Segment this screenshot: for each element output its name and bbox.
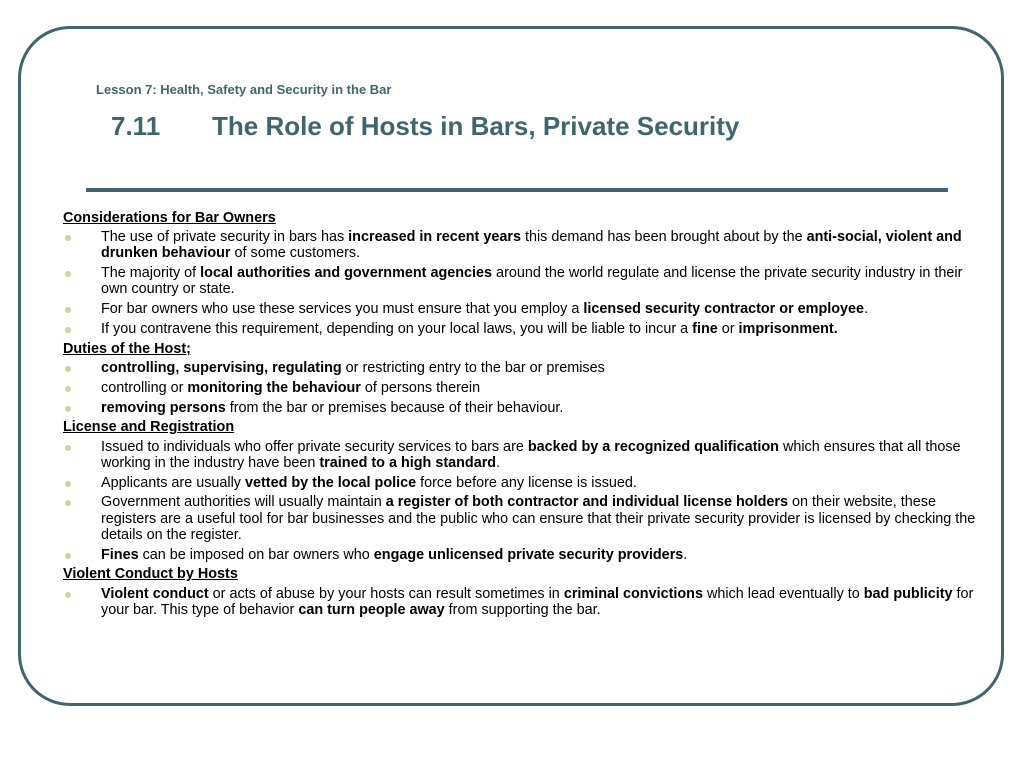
body-text: can be imposed on bar owners who xyxy=(138,546,374,563)
emphasis-text: can turn people away xyxy=(298,601,445,618)
bullet-dot-icon xyxy=(65,307,71,313)
emphasis-text: local authorities and government agencies xyxy=(200,265,493,282)
slide-title-text: The Role of Hosts in Bars, Private Security xyxy=(212,111,740,141)
body-text: . xyxy=(683,546,688,563)
emphasis-text: increased in recent years xyxy=(348,229,521,246)
slide-title xyxy=(111,111,739,142)
bullet-dot-icon xyxy=(65,445,71,451)
body-text: force before any license is issued. xyxy=(416,474,637,491)
bullet-dot-icon xyxy=(65,271,71,277)
body-text: or xyxy=(717,321,739,337)
emphasis-text: a register of both contractor and individual license holders xyxy=(385,494,788,511)
lesson-title: Lesson 7: Health, Safety and Security in the Bar xyxy=(96,82,392,97)
section-heading: Considerations for Bar Owners xyxy=(63,210,276,226)
body-text: which lead eventually to xyxy=(702,585,864,602)
bullet-dot-icon xyxy=(65,366,71,372)
section-heading: Duties of the Host; xyxy=(63,340,191,357)
emphasis-text: controlling, supervising, regulating xyxy=(101,360,342,376)
emphasis-text: monitoring the behaviour xyxy=(187,379,361,396)
body-text: which ensures that all those working in the industry have been xyxy=(101,438,961,471)
emphasis-text: bad publicity xyxy=(863,585,953,602)
emphasis-text: backed by a recognized qualification xyxy=(527,438,779,455)
emphasis-text: vetted by the local police xyxy=(244,474,417,491)
emphasis-text: criminal convictions xyxy=(563,585,703,602)
bullet-item xyxy=(63,229,988,261)
body-text: of persons therein xyxy=(360,379,481,396)
emphasis-text: Fines xyxy=(101,546,139,563)
bullet-item xyxy=(63,439,988,471)
bullet-item xyxy=(63,475,988,491)
body-text: on their website, these registers are a useful tool for bar businesses and the public who can ensure that their private security provider is licensed by checking the details on the register. xyxy=(101,494,976,543)
section-heading: Violent Conduct by Hosts xyxy=(63,566,238,583)
body-text: for your bar. This type of behavior xyxy=(101,585,974,618)
bullet-item xyxy=(63,586,988,618)
body-text: or acts of abuse by your hosts can result sometimes in xyxy=(208,585,564,602)
body-text: around the world regulate and license the private security industry in their own country or state. xyxy=(101,265,963,298)
body-text: For bar owners who use these services you must ensure that you employ a xyxy=(101,301,584,318)
body-text: this demand has been brought about by the xyxy=(520,229,807,246)
title-divider xyxy=(86,188,948,192)
body-text: of some customers. xyxy=(230,245,361,262)
slide-content xyxy=(63,210,988,622)
bullet-item xyxy=(63,321,988,337)
emphasis-text: fine xyxy=(692,321,718,337)
body-text: controlling or xyxy=(101,379,188,396)
bullet-dot-icon xyxy=(65,481,71,487)
body-text: from the bar or premises because of their behaviour. xyxy=(225,399,564,416)
emphasis-text: engage unlicensed private security providers xyxy=(373,546,684,563)
emphasis-text: Violent conduct xyxy=(101,585,209,602)
bullet-dot-icon xyxy=(65,592,71,598)
bullet-dot-icon xyxy=(65,406,71,412)
body-text: Government authorities will usually maintain xyxy=(101,494,386,511)
bullet-dot-icon xyxy=(65,500,71,506)
body-text: or restricting entry to the bar or premises xyxy=(341,360,605,376)
emphasis-text: licensed security contractor or employee xyxy=(583,301,865,318)
bullet-item xyxy=(63,265,988,297)
body-text: Issued to individuals who offer private security services to bars are xyxy=(101,438,528,455)
section-heading: License and Registration xyxy=(63,419,235,436)
body-text: The majority of xyxy=(101,265,201,282)
bullet-item xyxy=(63,301,988,317)
emphasis-text: imprisonment. xyxy=(738,321,838,337)
emphasis-text: trained to a high standard xyxy=(319,454,497,471)
bullet-item xyxy=(63,360,988,376)
bullet-item xyxy=(63,380,988,396)
emphasis-text: anti-social, violent and drunken behaviour xyxy=(101,229,962,262)
body-text: Applicants are usually xyxy=(101,474,245,491)
body-text: The use of private security in bars has xyxy=(101,229,349,246)
bullet-dot-icon xyxy=(65,386,71,392)
bullet-item xyxy=(63,547,988,563)
emphasis-text: removing persons xyxy=(101,399,226,416)
bullet-dot-icon xyxy=(65,235,71,241)
bullet-item xyxy=(63,494,988,543)
bullet-dot-icon xyxy=(65,553,71,559)
body-text: from supporting the bar. xyxy=(444,601,601,618)
body-text: . xyxy=(864,301,869,318)
bullet-dot-icon xyxy=(65,327,71,333)
bullet-item xyxy=(63,400,988,416)
body-text: If you contravene this requirement, depending on your local laws, you will be liable to incur a xyxy=(101,321,693,337)
body-text: . xyxy=(496,454,501,471)
slide-title-number: 7.11 xyxy=(111,111,161,141)
